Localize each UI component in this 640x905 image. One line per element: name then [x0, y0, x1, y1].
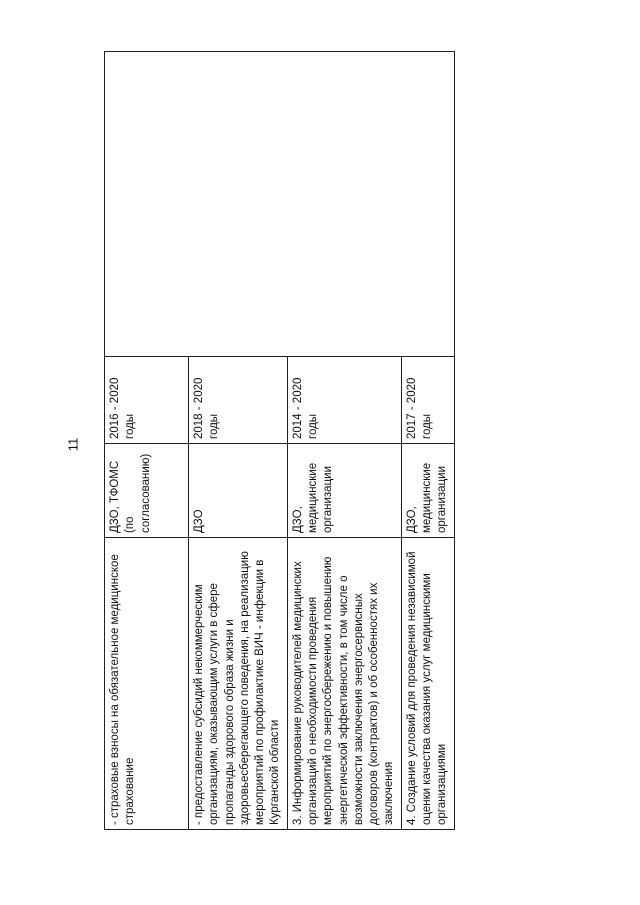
executor-cell: ДЗО	[189, 444, 288, 538]
period-cell: 2016 - 2020 годы	[105, 357, 189, 444]
period-cell: 2018 - 2020 годы	[189, 357, 288, 444]
program-activities-table	[104, 51, 455, 830]
executor-cell: ДЗО, медицинские организации	[401, 444, 454, 538]
period-cell: 2014 - 2020 годы	[287, 357, 401, 444]
rotated-table-container	[104, 52, 449, 830]
activity-cell: - страховые взносы на обязательное медицинское страхование	[105, 538, 189, 830]
activity-cell: 3. Информирование руководителей медицинских организаций о необходимости проведения мероприятий по энергосбережению и повышению энергетической эффективности, в том числе о возможности заключения энергосервисных договоров (контрактов) и об особенностях их заключения	[287, 538, 401, 830]
activity-cell: - предоставление субсидий некоммерческим организациям, оказывающим услуги в сфере пропаганды здорового образа жизни и здоровьесберегающего поведения, на реализацию мероприятий по профилактике ВИЧ - инфекции в Курганской области	[189, 538, 288, 830]
executor-cell: ДЗО, медицинские организации	[287, 444, 401, 538]
empty-merged-cell	[105, 52, 455, 357]
activity-cell: 4. Создание условий для проведения независимой оценки качества оказания услуг медицинскими организациями	[401, 538, 454, 830]
executor-cell: ДЗО, ТФОМС (по согласованию)	[105, 444, 189, 538]
page-number: 11	[65, 437, 81, 452]
table-row	[105, 52, 189, 830]
period-cell: 2017 - 2020 годы	[401, 357, 454, 444]
